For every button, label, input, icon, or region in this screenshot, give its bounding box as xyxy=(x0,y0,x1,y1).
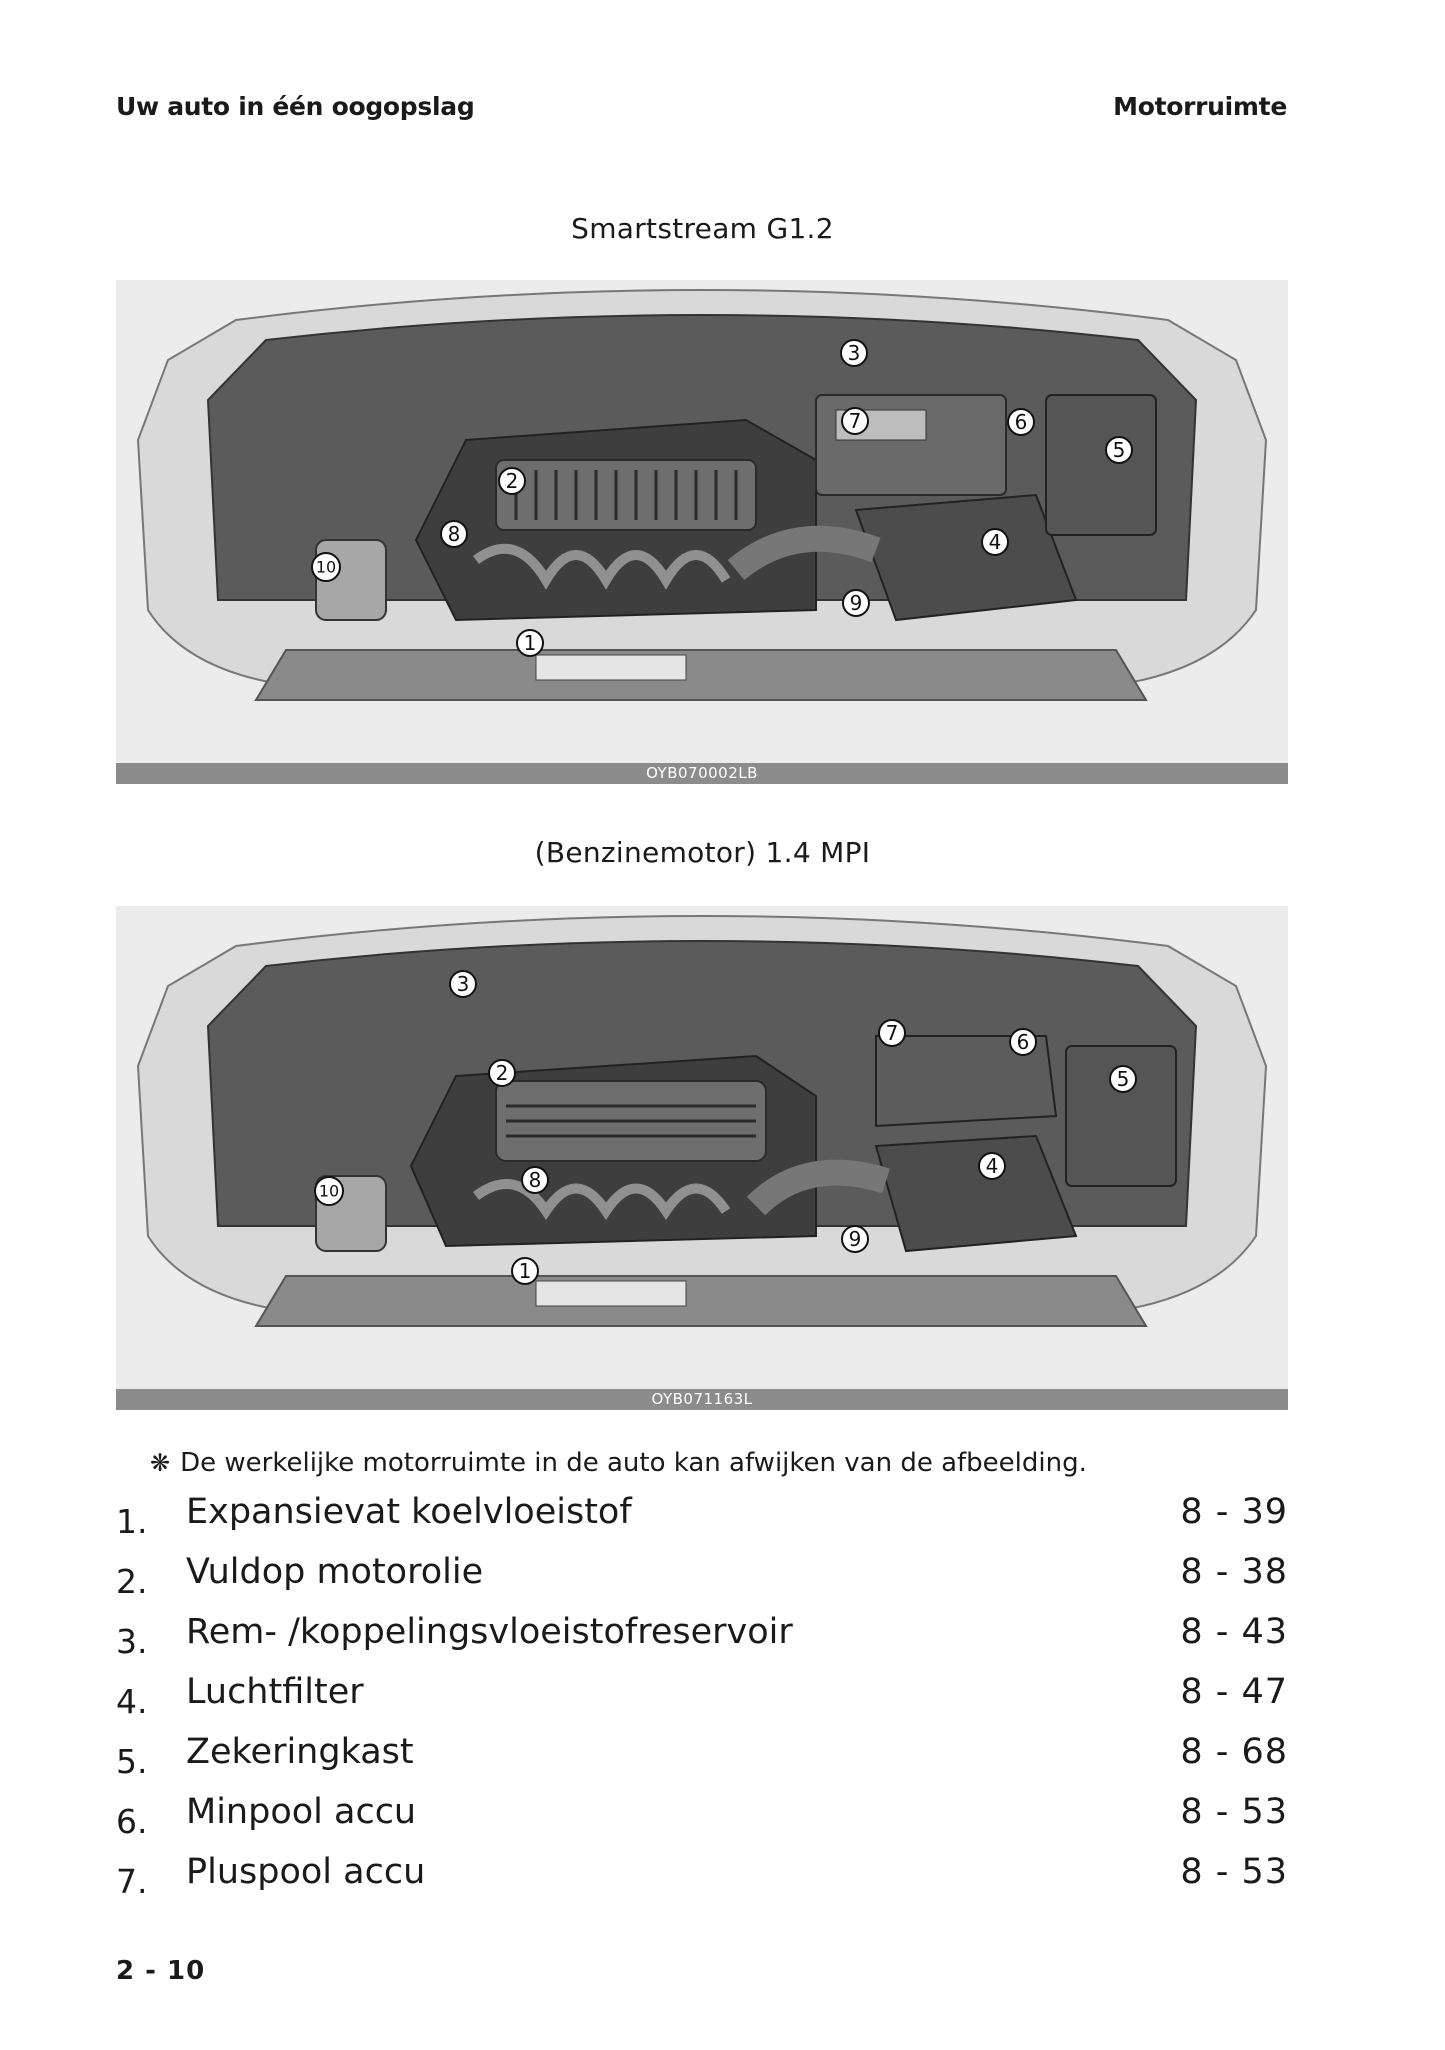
svg-text:8: 8 xyxy=(447,522,461,546)
item-number: 3. xyxy=(116,1622,148,1661)
item-label: Rem- /koppelingsvloeistofreservoir xyxy=(186,1612,793,1652)
list-item xyxy=(116,1488,1288,1548)
svg-text:3: 3 xyxy=(847,341,861,365)
svg-text:9: 9 xyxy=(848,1227,862,1251)
svg-text:8: 8 xyxy=(528,1168,542,1192)
item-page-ref: 8 - 47 xyxy=(1180,1672,1288,1712)
running-header-section: Motorruimte xyxy=(1113,92,1287,121)
svg-text:9: 9 xyxy=(849,591,863,615)
item-number: 4. xyxy=(116,1682,148,1721)
callout-7 xyxy=(842,408,868,434)
callout-1 xyxy=(517,630,543,656)
item-page-ref: 8 - 38 xyxy=(1180,1552,1288,1592)
figure-title: (Benzinemotor) 1.4 MPI xyxy=(534,836,871,869)
callout-2 xyxy=(499,468,525,494)
callout-5 xyxy=(1106,437,1132,463)
item-number: 6. xyxy=(116,1802,148,1841)
callout-1 xyxy=(512,1258,538,1284)
item-page-ref: 8 - 53 xyxy=(1180,1852,1288,1892)
engine-bay-illustration xyxy=(116,906,1288,1389)
running-header-chapter: Uw auto in één oogopslag xyxy=(116,92,475,121)
item-page-ref: 8 - 53 xyxy=(1180,1792,1288,1832)
item-number: 1. xyxy=(116,1502,148,1541)
figure-code: OYB070002LB xyxy=(116,763,1288,784)
list-item xyxy=(116,1848,1288,1908)
callout-4 xyxy=(979,1153,1005,1179)
callout-8 xyxy=(522,1167,548,1193)
svg-text:5: 5 xyxy=(1116,1067,1130,1091)
callout-8 xyxy=(441,521,467,547)
page-number: 2 - 10 xyxy=(116,1956,206,1986)
svg-text:6: 6 xyxy=(1016,1030,1030,1054)
svg-text:2: 2 xyxy=(495,1061,509,1085)
svg-text:10: 10 xyxy=(315,557,337,577)
callout-4 xyxy=(982,529,1008,555)
svg-text:1: 1 xyxy=(518,1259,532,1283)
callout-7 xyxy=(879,1020,905,1046)
note-symbol: ❋ xyxy=(150,1449,171,1477)
callout-3 xyxy=(841,340,867,366)
item-page-ref: 8 - 43 xyxy=(1180,1612,1288,1652)
item-number: 5. xyxy=(116,1742,148,1781)
callout-9 xyxy=(843,590,869,616)
list-item xyxy=(116,1728,1288,1788)
note-text: De werkelijke motorruimte in de auto kan afwijken van de afbeelding. xyxy=(180,1448,1087,1478)
list-item xyxy=(116,1788,1288,1848)
callout-9 xyxy=(842,1226,868,1252)
item-number: 2. xyxy=(116,1562,148,1601)
disclaimer-note xyxy=(150,1448,1087,1478)
engine-bay-illustration xyxy=(116,280,1288,763)
item-label: Expansievat koelvloeistof xyxy=(186,1492,632,1532)
callout-6 xyxy=(1008,409,1034,435)
item-label: Pluspool accu xyxy=(186,1852,426,1892)
component-list xyxy=(116,1488,1288,1908)
figure-title: Smartstream G1.2 xyxy=(571,212,834,245)
svg-text:1: 1 xyxy=(523,631,537,655)
svg-text:2: 2 xyxy=(505,469,519,493)
svg-text:3: 3 xyxy=(456,972,470,996)
callout-10 xyxy=(312,553,340,581)
list-item xyxy=(116,1608,1288,1668)
item-label: Luchtfilter xyxy=(186,1672,364,1712)
item-label: Vuldop motorolie xyxy=(186,1552,484,1592)
list-item xyxy=(116,1668,1288,1728)
list-item xyxy=(116,1548,1288,1608)
svg-text:4: 4 xyxy=(985,1154,999,1178)
item-page-ref: 8 - 68 xyxy=(1180,1732,1288,1772)
callout-6 xyxy=(1010,1029,1036,1055)
svg-text:7: 7 xyxy=(885,1021,899,1045)
callout-5 xyxy=(1110,1066,1136,1092)
svg-text:6: 6 xyxy=(1014,410,1028,434)
svg-text:5: 5 xyxy=(1112,438,1126,462)
item-label: Minpool accu xyxy=(186,1792,417,1832)
item-number: 7. xyxy=(116,1862,148,1901)
svg-text:7: 7 xyxy=(848,409,862,433)
item-label: Zekeringkast xyxy=(186,1732,414,1772)
callout-3 xyxy=(450,971,476,997)
callout-10 xyxy=(315,1177,343,1205)
item-page-ref: 8 - 39 xyxy=(1180,1492,1288,1532)
svg-text:10: 10 xyxy=(318,1181,340,1201)
figure-code: OYB071163L xyxy=(116,1389,1288,1410)
svg-text:4: 4 xyxy=(988,530,1002,554)
callout-2 xyxy=(489,1060,515,1086)
